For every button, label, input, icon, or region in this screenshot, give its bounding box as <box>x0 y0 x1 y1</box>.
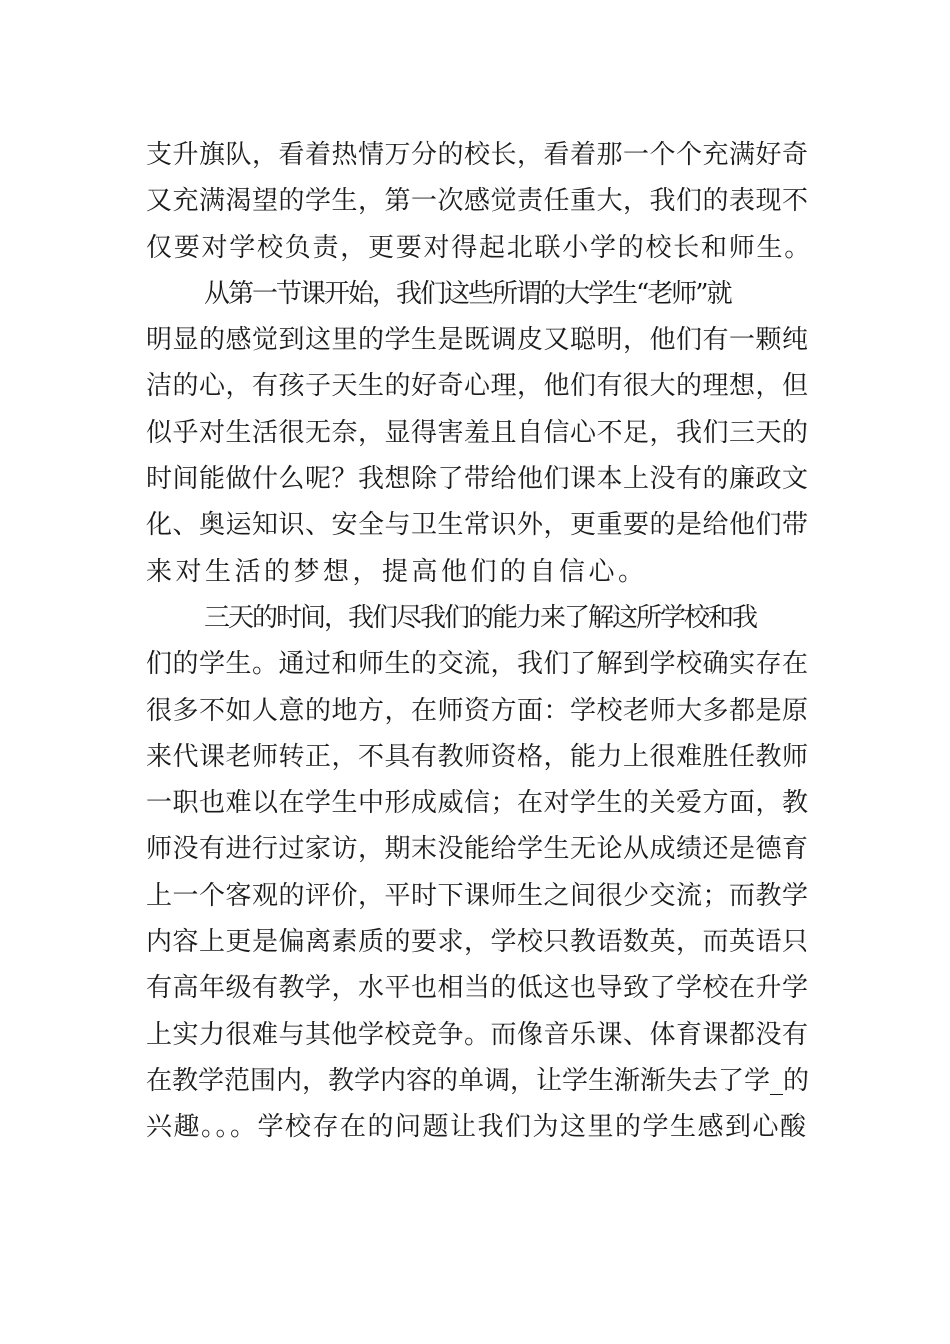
text-line: 上一个客观的评价，平时下课师生之间很少交流；而教学 <box>146 880 809 911</box>
text-line: 上实力很难与其他学校竞争。而像音乐课、体育课都没有 <box>146 1019 809 1050</box>
text-line: 来对生活的梦想，提高他们的自信心。 <box>146 556 648 587</box>
text-line: 又充满渴望的学生，第一次感觉责任重大，我们的表现不 <box>146 186 809 217</box>
text-line: 们的学生。通过和师生的交流，我们了解到学校确实存在 <box>146 649 809 680</box>
text-line: 似乎对生活很无奈，显得害羞且自信心不足，我们三天的 <box>146 417 809 448</box>
text-line: 来代课老师转正，不具有教师资格，能力上很难胜任教师 <box>146 741 809 772</box>
text-line: 从第一节课开始，我们这些所谓的大学生“老师”就 <box>204 278 731 309</box>
text-line: 很多不如人意的地方，在师资方面：学校老师大多都是原 <box>146 695 809 726</box>
text-line: 仅要对学校负责，更要对得起北联小学的校长和师生。 <box>146 232 813 263</box>
text-line: 师没有进行过家访，期末没能给学生无论从成绩还是德育 <box>146 834 809 865</box>
document-body <box>146 132 811 1151</box>
text-line: 时间能做什么呢？我想除了带给他们课本上没有的廉政文 <box>146 464 809 495</box>
text-line: 有高年级有教学，水平也相当的低这也导致了学校在升学 <box>146 973 809 1004</box>
text-line: 明显的感觉到这里的学生是既调皮又聪明，他们有一颗纯 <box>146 325 809 356</box>
text-line: 在教学范围内，教学内容的单调，让学生渐渐失去了学_的 <box>146 1065 810 1096</box>
text-line: 化、奥运知识、安全与卫生常识外，更重要的是给他们带 <box>146 510 809 541</box>
text-line: 三天的时间，我们尽我们的能力来了解这所学校和我 <box>204 602 757 633</box>
text-line: 洁的心，有孩子天生的好奇心理，他们有很大的理想，但 <box>146 371 809 402</box>
text-line: 支升旗队，看着热情万分的校长，看着那一个个充满好奇 <box>146 140 809 170</box>
text-line: 一职也难以在学生中形成威信；在对学生的关爱方面，教 <box>146 788 809 819</box>
text-line: 兴趣。。。学校存在的问题让我们为这里的学生感到心酸 <box>146 1112 808 1143</box>
text-line: 内容上更是偏离素质的要求，学校只教语数英，而英语只 <box>146 927 809 958</box>
